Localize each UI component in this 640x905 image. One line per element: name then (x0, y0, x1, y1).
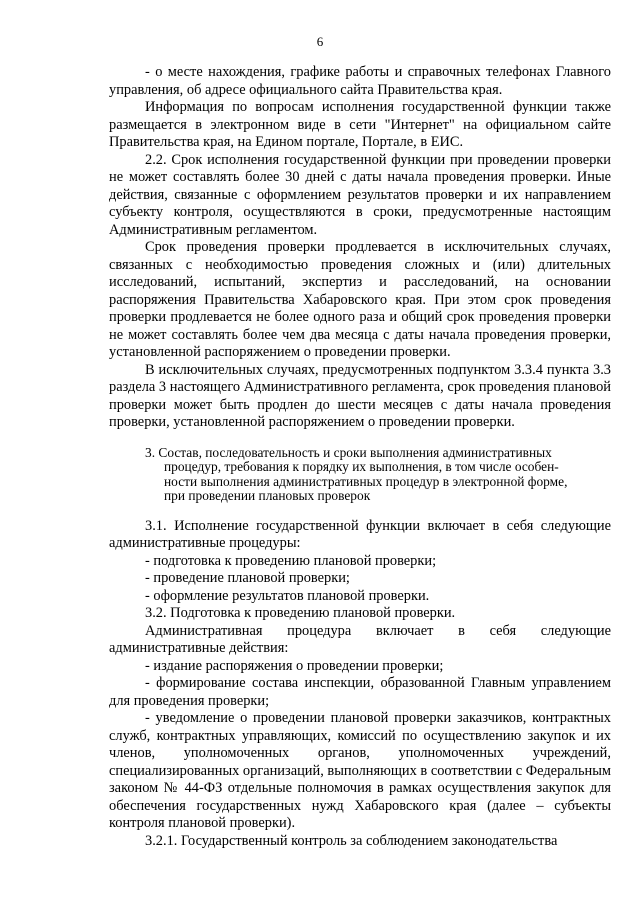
paragraph: - о месте нахождения, графике работы и справочных телефонах Главного управления, об адресе официального сайта Правительства края. (109, 64, 611, 98)
document-body (109, 64, 611, 850)
paragraph: В исключительных случаях, предусмотренных подпунктом 3.3.4 пункта 3.3 раздела 3 настоящего Административного регламента, срок проведения плановой проверки может быть продлен до шести месяцев с даты начала проведения проверки, установленной распоряжением о проведении проверки. (109, 361, 611, 430)
paragraph: 3.1. Исполнение государственной функции включает в себя следующие административные процедуры: (109, 517, 611, 551)
paragraph: - уведомление о проведении плановой проверки заказчиков, контрактных служб, контрактных управляющих, комиссий по осуществлению закупок и их членов, уполномоченных органов, уполномоченных учреждений, специализированных организаций, выполняющих в соответствии с Федеральным законом № 44-ФЗ отдельные полномочия в рамках осуществления закупок для обеспечения государственных нужд Хабаровского края (далее – субъекты контроля плановой проверки). (109, 710, 611, 831)
paragraph: 2.2. Срок исполнения государственной функции при проведении проверки не может составлять более 30 дней с даты начала проведения проверки. Иные действия, связанные с оформлением результатов проверки и их направлением субъекту контроля, осуществляются в сроки, предусмотренные настоящим Административным регламентом. (109, 151, 611, 238)
paragraph: - оформление результатов плановой проверки. (145, 587, 430, 604)
paragraph: Информация по вопросам исполнения государственной функции также размещается в электронном виде в сети "Интернет" на официальном сайте Правительства края, на Едином портале, Портале, в ЕИС. (109, 99, 611, 150)
paragraph: Срок проведения проверки продлевается в исключительных случаях, связанных с необходимостью проведения сложных и (или) длительных исследований, испытаний, экспертиз и расследований, на основании распоряжения Правительства Хабаровского края. При этом срок проведения проверки продлевается не более одного раза и общий срок проведения проверки не может составлять более чем два месяца с даты начала проведения проверки, установленной распоряжением о проведении проверки. (109, 239, 611, 360)
paragraph: Административная процедура включает в себя следующие административные действия: (109, 622, 611, 656)
paragraph: - проведение плановой проверки; (145, 570, 350, 586)
paragraph: - формирование состава инспекции, образованной Главным управлением для проведения проверки; (109, 675, 611, 709)
section-heading-line: 3. Состав, последовательность и сроки выполнения административных (145, 444, 552, 460)
section-heading-line: ности выполнения административных процедур в электронной форме, (164, 473, 568, 489)
section-heading (145, 446, 611, 504)
page-number: 6 (316, 34, 324, 49)
section-heading-line: процедур, требования к порядку их выполнения, в том числе особен- (164, 459, 559, 474)
paragraph: - подготовка к проведению плановой проверки; (145, 552, 437, 569)
paragraph: 3.2.1. Государственный контроль за соблюдением законодательства (145, 832, 558, 849)
section-heading-line: при проведении плановых проверок (164, 488, 371, 503)
paragraph: - издание распоряжения о проведении проверки; (145, 657, 444, 674)
paragraph: 3.2. Подготовка к проведению плановой проверки. (145, 605, 456, 621)
